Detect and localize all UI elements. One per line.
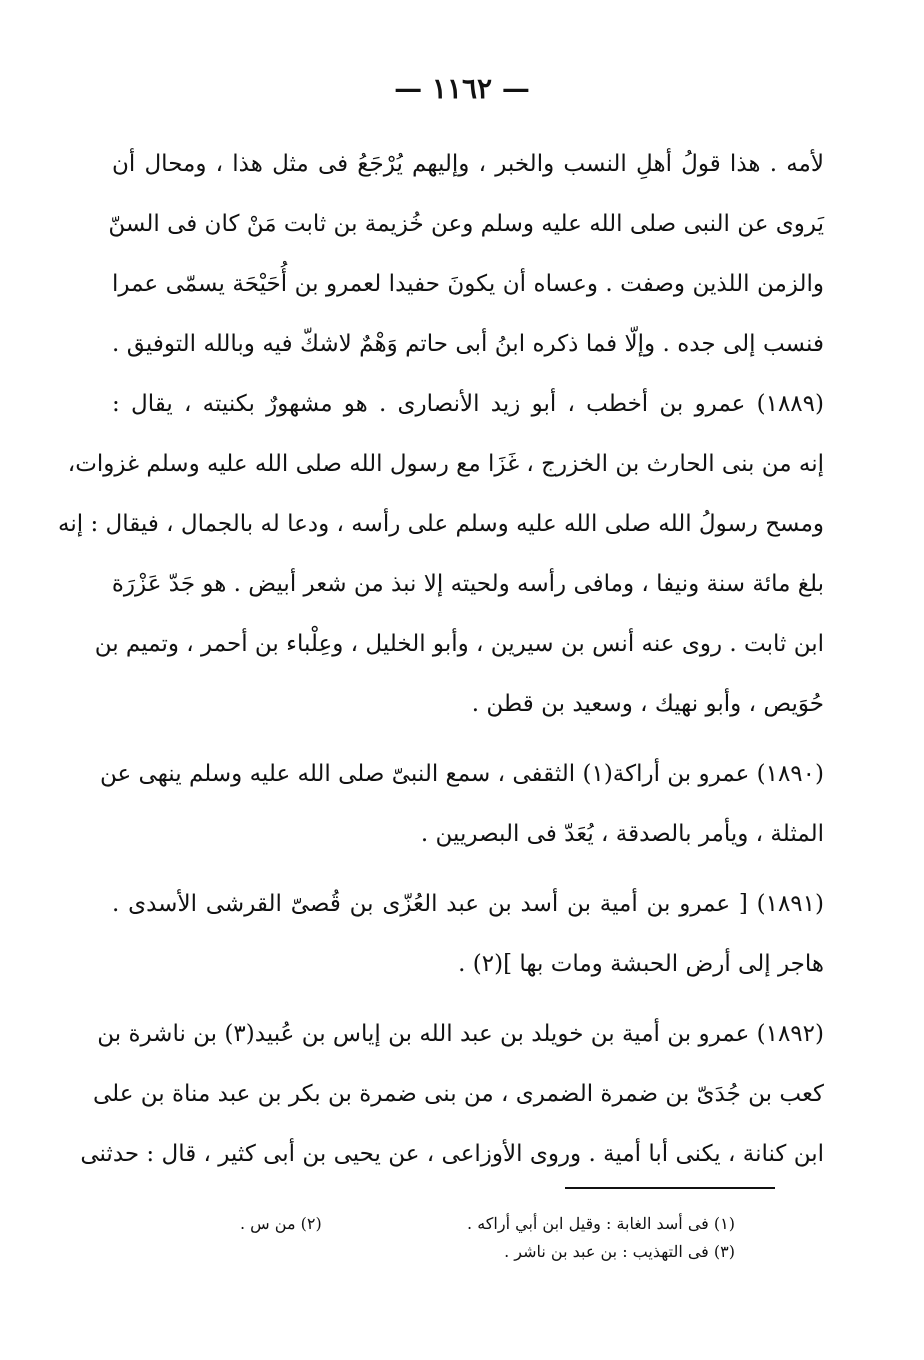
text-line: هاجر إلى أرض الحبشة ومات بها ](٢) . [458, 951, 824, 977]
footnote-3: (٣) فى التهذيب : بن عبد بن ناشر . [504, 1242, 735, 1261]
text-line: (١٨٨٩) عمرو بن أخطب ، أبو زيد الأنصارى . هو مشهورٌ بكنيته ، يقال : [112, 391, 824, 417]
text-line: ومسح رسولُ الله صلى الله عليه وسلم على رأسه ، ودعا له بالجمال ، فيقال : إنه [58, 511, 824, 537]
text-line: كعب بن جُدَىّ بن ضمرة الضمرى ، من بنى ضمرة بن بكر بن عبد مناة بن على [92, 1081, 824, 1107]
footnote-2: (٢) من س . [240, 1214, 322, 1233]
page-number: — ١١٦٢ — [394, 72, 530, 105]
entry-1889 [58, 374, 824, 734]
entry-1892 [80, 1004, 824, 1184]
entry-1891 [112, 874, 824, 994]
footnote-divider [565, 1187, 775, 1189]
text-line: يَروى عن النبى صلى الله عليه وسلم وعن خُزيمة بن ثابت مَنْ كان فى السنّ [108, 211, 824, 237]
entry-1890 [99, 744, 824, 864]
footnote-1: (١) فى أسد الغابة : وقيل ابن أبي أراكه . [467, 1214, 735, 1233]
text-line: ابن ثابت . روى عنه أنس بن سيرين ، وأبو الخليل ، وعِلْباء بن أحمر ، وتميم بن [94, 631, 824, 657]
text-line: فنسب إلى جده . وإلّا فما ذكره ابنُ أبى حاتم وَهْمٌ لاشكّ فيه وبالله التوفيق . [112, 331, 824, 357]
text-line: المثلة ، ويأمر بالصدقة ، يُعَدّ فى البصريين . [420, 821, 824, 847]
text-line: والزمن اللذين وصفت . وعساه أن يكونَ حفيدا لعمرو بن أُحَيْحَة يسمّى عمرا [112, 271, 824, 297]
text-line: (١٨٩٢) عمرو بن أمية بن خويلد بن عبد الله بن إياس بن عُبيد(٣) بن ناشرة بن [97, 1021, 824, 1047]
text-line: حُوَيص ، وأبو نهيك ، وسعيد بن قطن . [471, 691, 824, 717]
paragraph-1 [108, 134, 824, 374]
text-line: بلغ مائة سنة ونيفا ، ومافى رأسه ولحيته إلا نبذ من شعر أبيض . هو جَدّ عَزْرَة [111, 571, 824, 597]
footnotes [240, 1210, 735, 1266]
text-line: (١٨٩٠) عمرو بن أراكة(١) الثقفى ، سمع النبىّ صلى الله عليه وسلم ينهى عن [99, 761, 824, 787]
text-line: لأمه . هذا قولُ أهلِ النسب والخبر ، وإليهم يُرْجَعُ فى مثل هذا ، ومحال أن [112, 151, 824, 177]
text-line: إنه من بنى الحارث بن الخزرج ، غَزَا مع رسول الله صلى الله عليه وسلم غزوات، [67, 451, 824, 477]
text-line: (١٨٩١) [ عمرو بن أمية بن أسد بن عبد العُزّى بن قُصىّ القرشى الأسدى . [112, 891, 824, 917]
body-text [58, 134, 824, 1184]
text-line: ابن كنانة ، يكنى أبا أمية . وروى الأوزاعى ، عن يحيى بن أبى كثير ، قال : حدثنى [80, 1141, 824, 1167]
